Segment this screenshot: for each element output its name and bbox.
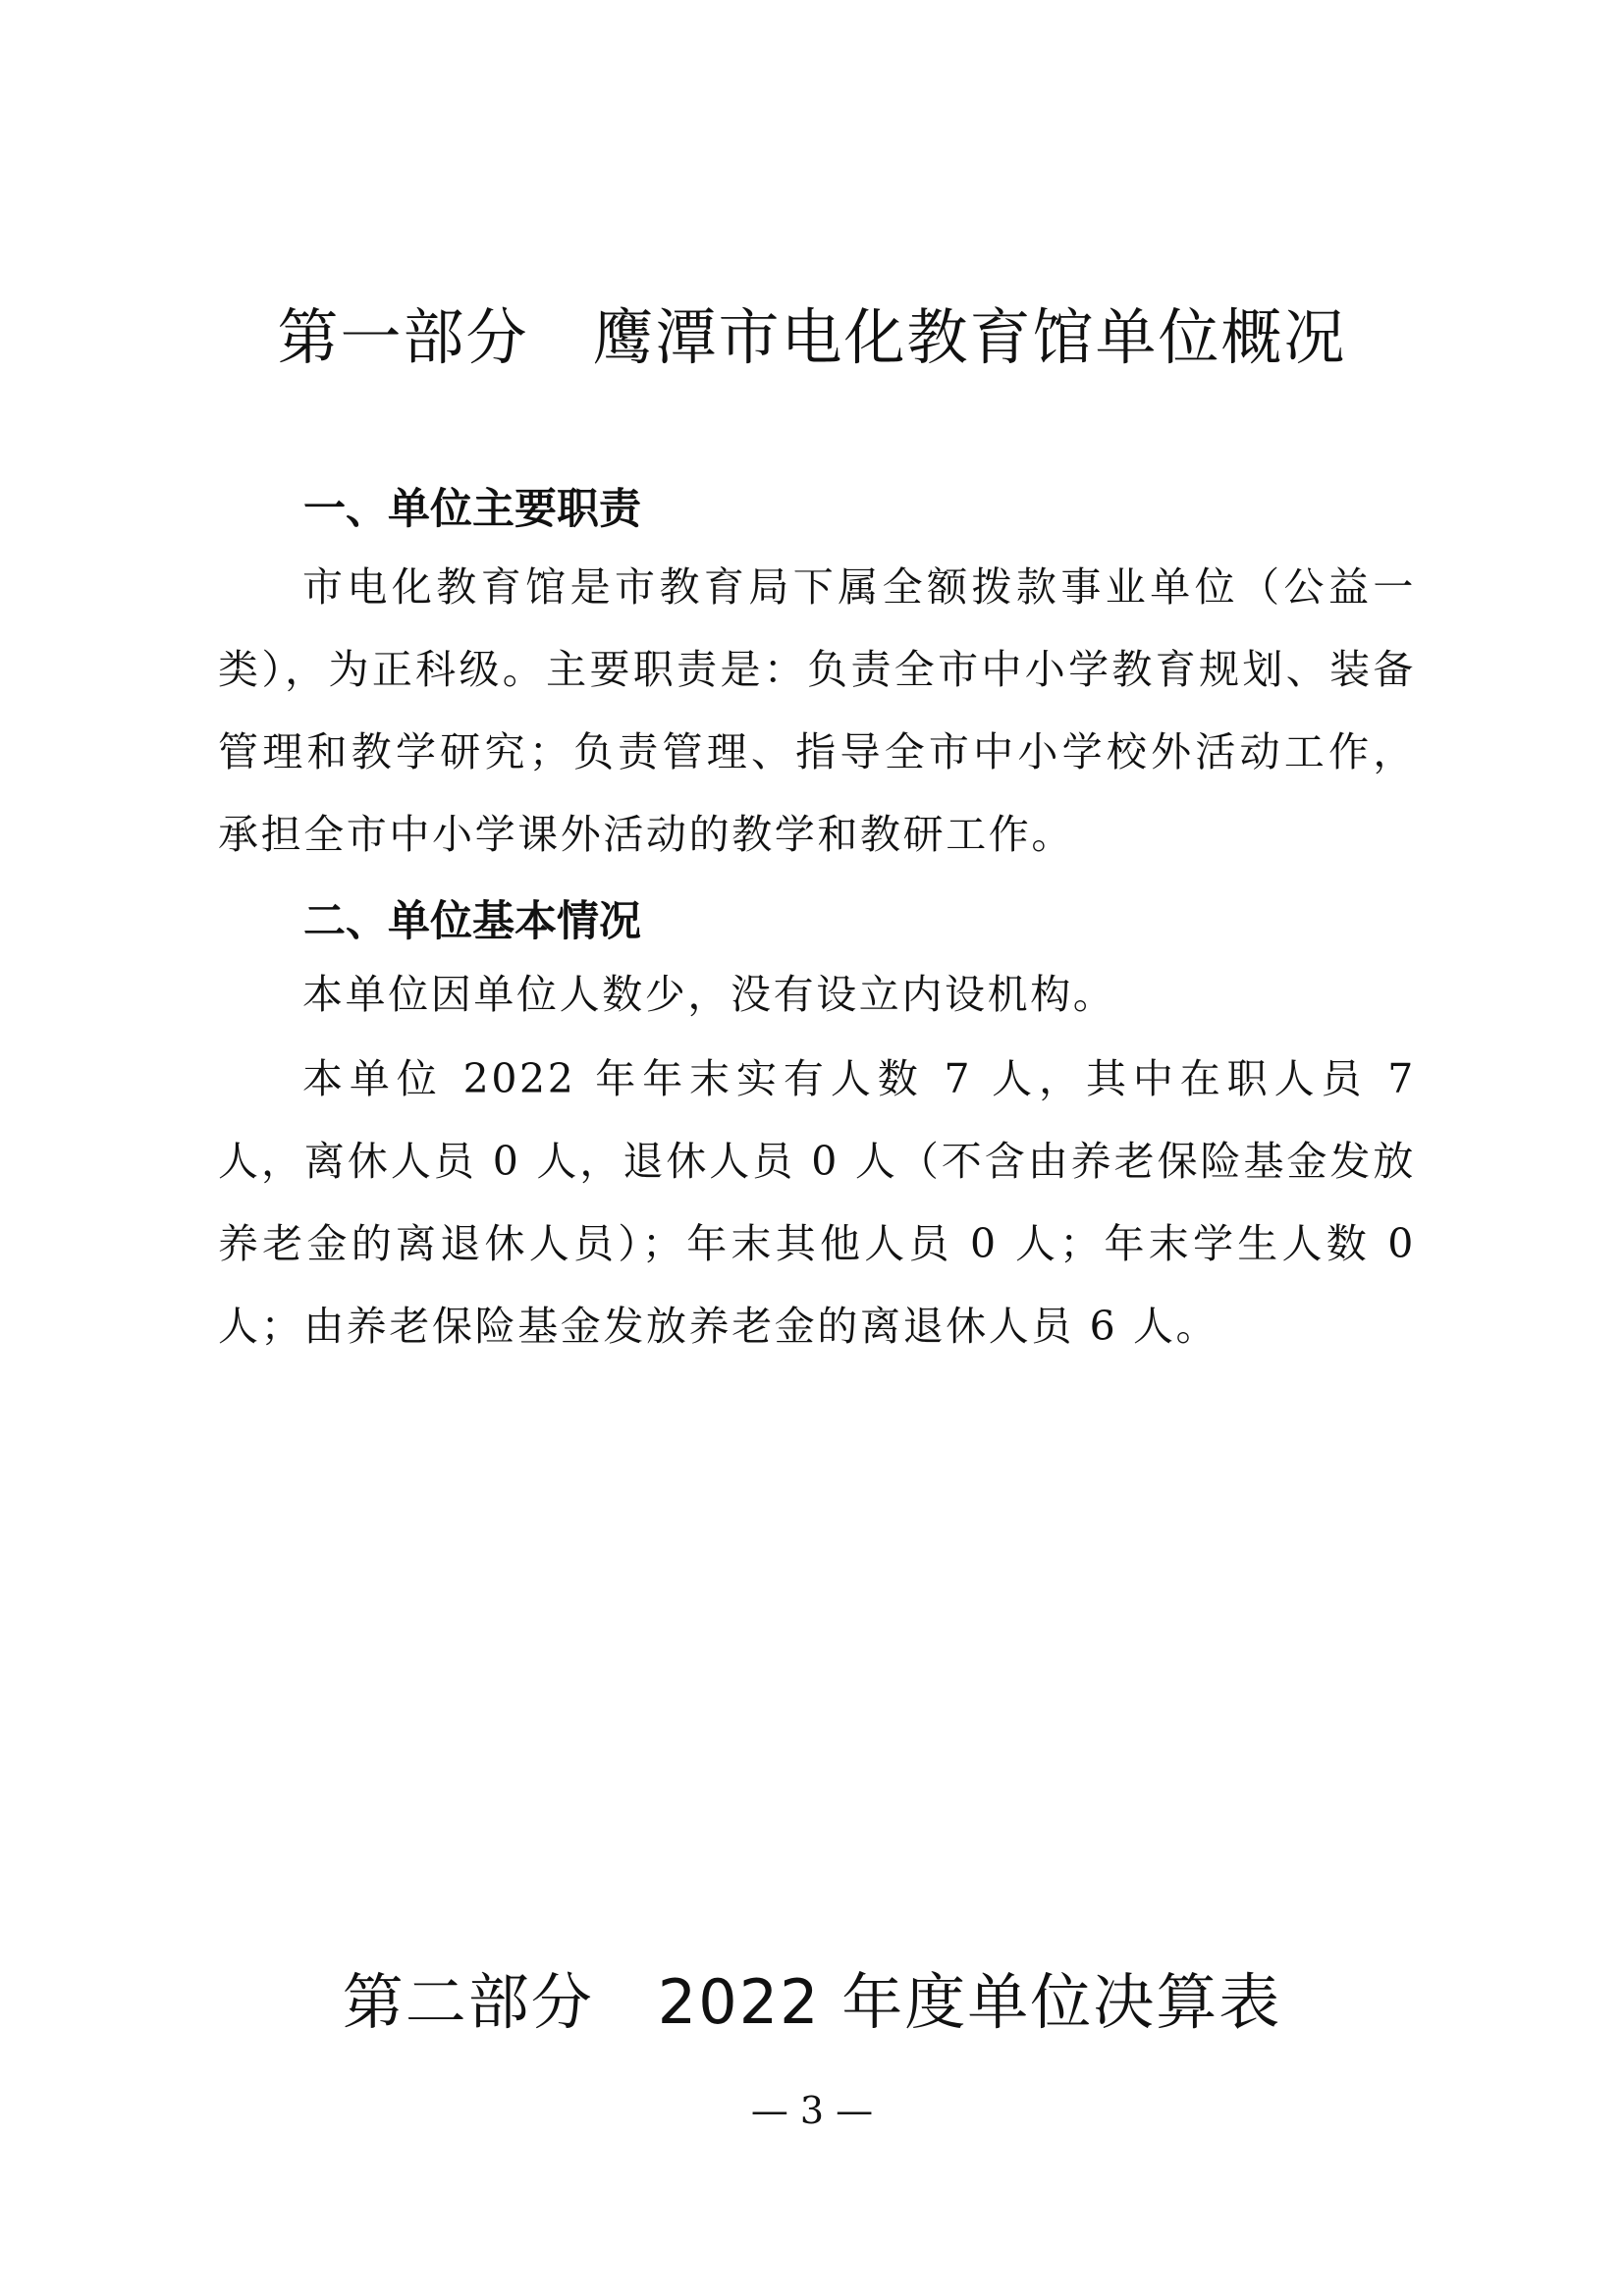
page-number: — 3 — — [750, 2089, 874, 2132]
part1-title: 第一部分 鹰潭市电化教育馆单位概况 — [277, 301, 1347, 373]
section2-heading: 二、单位基本情况 — [303, 897, 641, 946]
section1-paragraph: 市电化教育馆是市教育局下属全额拨款事业单位（公益一类），为正科级。主要职责是：负责全市中小学教育规划、装备管理和教学研究；负责管理、指导全市中小学校外活动工作，承担全市中小学课外活动的教学和教研工作。 — [218, 563, 1416, 858]
part2-title: 第二部分 2022 年度单位决算表 — [342, 1966, 1282, 2038]
section2-paragraph-1: 本单位因单位人数少，没有设立内设机构。 — [302, 971, 1116, 1018]
section1-heading: 一、单位主要职责 — [303, 485, 641, 534]
section2-paragraph-2: 本单位 2022 年年末实有人数 7 人，其中在职人员 7 人，离休人员 0 人，退休人员 0 人（不含由养老保险基金发放养老金的离退休人员）；年末其他人员 0 人；年末学生人数 0 人；由养老保险基金发放养老金的离退休人员 6 人。 — [218, 1055, 1416, 1350]
